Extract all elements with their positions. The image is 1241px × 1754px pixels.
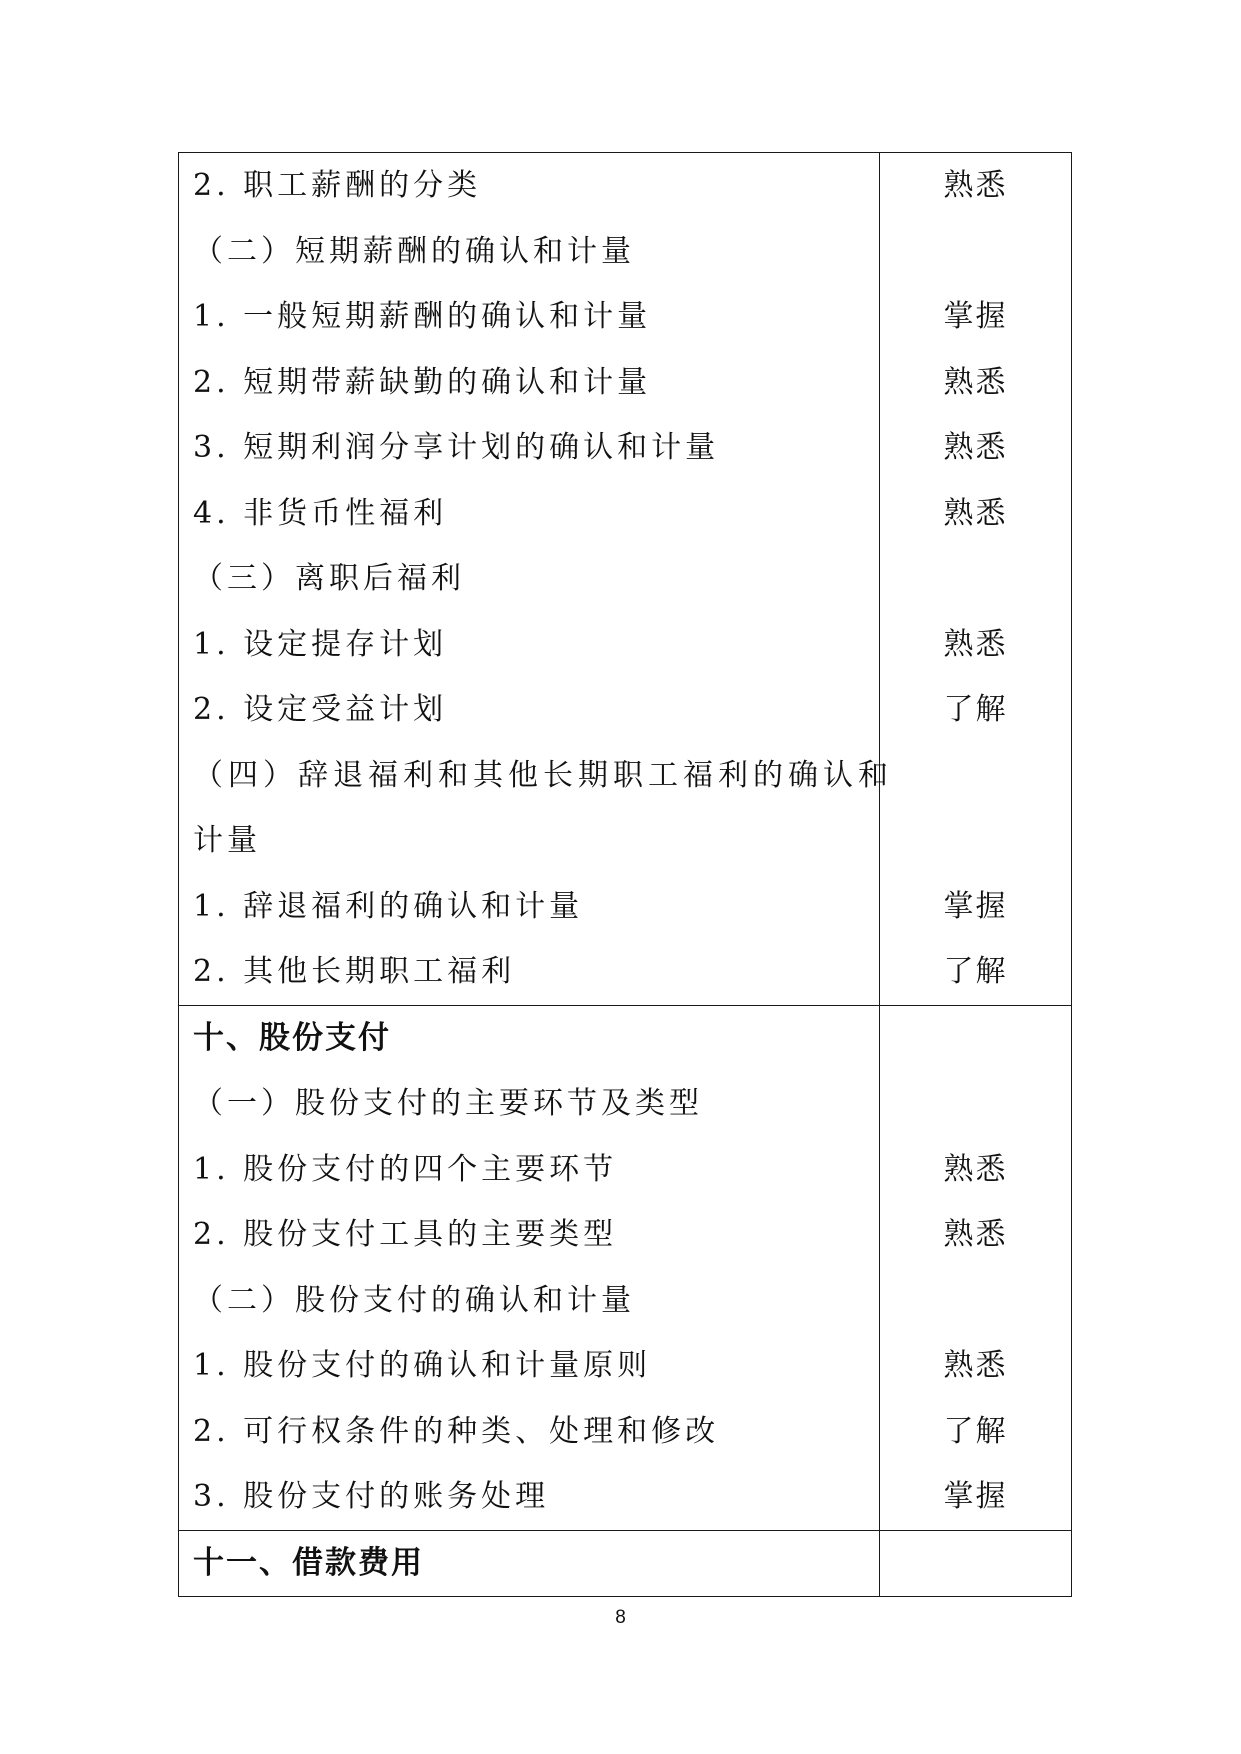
requirement-level (880, 1071, 1071, 1137)
section-heading: 十一、借款费用 (193, 1544, 424, 1581)
requirement-level: 掌握 (943, 888, 1008, 924)
requirement-level: 掌握 (943, 299, 1008, 334)
list-item: 1. 一般短期薪酬的确认和计量 (193, 299, 652, 334)
requirement-level (880, 743, 1071, 809)
list-item: 2. 股份支付工具的主要类型 (193, 1217, 618, 1252)
requirement-level: 熟悉 (943, 626, 1008, 662)
list-item: 3. 股份支付的账务处理 (193, 1479, 550, 1514)
level-cell (880, 1005, 1072, 1530)
list-item: （二）短期薪酬的确认和计量 (193, 233, 635, 269)
requirement-level: 熟悉 (943, 364, 1008, 400)
content-cell (179, 153, 893, 1006)
syllabus-table (178, 152, 1072, 1597)
requirement-level (880, 808, 1071, 874)
content-cell (179, 1005, 880, 1530)
list-item: （一）股份支付的主要环节及类型 (193, 1086, 703, 1121)
list-item: （四）辞退福利和其他长期职工福利的确认和 (193, 757, 893, 793)
requirement-level: 掌握 (943, 1479, 1008, 1514)
requirement-level: 了解 (943, 692, 1008, 727)
list-item: （三）离职后福利 (193, 561, 465, 596)
list-item: 2. 短期带薪缺勤的确认和计量 (193, 364, 652, 400)
requirement-level (880, 1268, 1071, 1334)
list-item: 1. 设定提存计划 (193, 626, 448, 662)
requirement-level: 熟悉 (943, 1348, 1008, 1383)
list-item: 计量 (193, 823, 261, 858)
requirement-level: 熟悉 (943, 430, 1008, 465)
level-cell (880, 1530, 1072, 1597)
requirement-level (880, 219, 1071, 285)
list-item: 2. 职工薪酬的分类 (193, 168, 482, 203)
content-cell (179, 1530, 880, 1597)
list-item: （二）股份支付的确认和计量 (193, 1282, 635, 1318)
section-heading: 十、股份支付 (193, 1019, 391, 1056)
requirement-level: 熟悉 (943, 168, 1008, 203)
list-item: 2. 可行权条件的种类、处理和修改 (193, 1413, 720, 1449)
list-item: 2. 其他长期职工福利 (193, 954, 516, 989)
requirement-level: 熟悉 (943, 1151, 1008, 1187)
page-number: 8 (615, 1607, 626, 1628)
table-row (179, 1530, 1072, 1597)
list-item: 3. 短期利润分享计划的确认和计量 (193, 430, 720, 465)
requirement-level-spacer (880, 1006, 1071, 1072)
requirement-level (880, 546, 1071, 612)
list-item: 1. 股份支付的确认和计量原则 (193, 1348, 652, 1383)
list-item: 1. 辞退福利的确认和计量 (193, 888, 584, 924)
requirement-level-spacer (880, 1531, 1071, 1597)
requirement-level: 熟悉 (943, 1217, 1008, 1252)
table-row (179, 153, 1072, 1006)
requirement-level: 了解 (943, 954, 1008, 989)
list-item: 2. 设定受益计划 (193, 692, 448, 727)
list-item: 1. 股份支付的四个主要环节 (193, 1151, 618, 1187)
table-row (179, 1005, 1072, 1530)
requirement-level: 熟悉 (943, 495, 1008, 531)
list-item: 4. 非货币性福利 (193, 495, 448, 531)
requirement-level: 了解 (943, 1413, 1008, 1449)
level-cell (880, 153, 1072, 1006)
